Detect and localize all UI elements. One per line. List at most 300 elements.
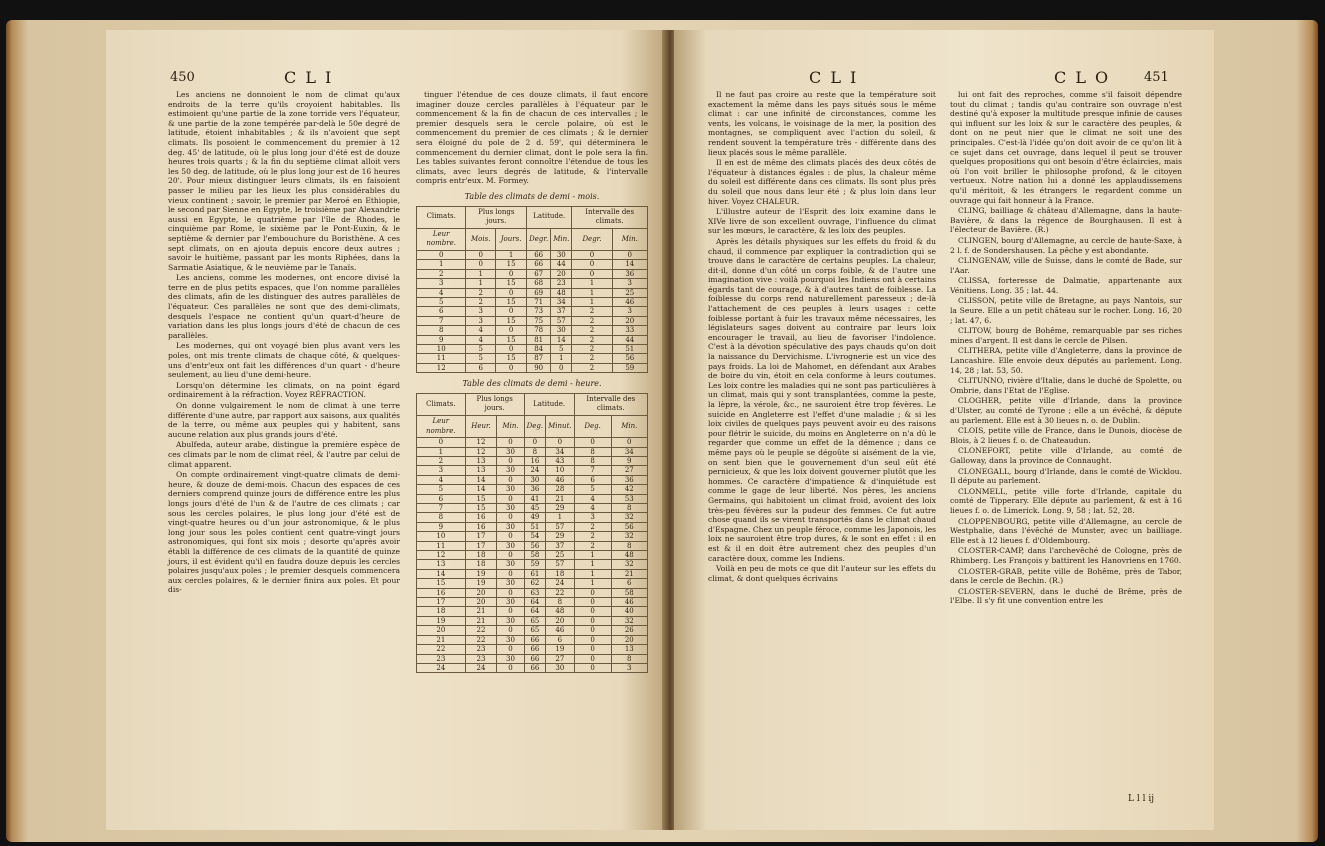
header-cell: Climats. <box>417 393 466 415</box>
table-cell: 24 <box>546 579 574 588</box>
table-cell: 0 <box>574 616 611 625</box>
table-cell: 21 <box>465 616 497 625</box>
table-cell: 40 <box>611 607 647 616</box>
table-row <box>417 485 648 494</box>
table-cell: 27 <box>546 654 574 663</box>
paragraph: CLOSTER-GRAB, petite ville de Bohême, près de Tabor, dans le cercle de Bechin. (R.) <box>950 566 1182 586</box>
table-cell: 30 <box>497 522 524 531</box>
table-row <box>417 663 648 672</box>
table-cell: 2 <box>572 344 612 353</box>
table-cell: 59 <box>524 560 545 569</box>
table-cell: 0 <box>497 663 524 672</box>
table-cell: 8 <box>524 447 545 456</box>
table-cell: 36 <box>524 485 545 494</box>
table-cell: 73 <box>527 307 551 316</box>
table-row <box>417 645 648 654</box>
table-cell: 58 <box>524 551 545 560</box>
table-cell: 8 <box>611 654 647 663</box>
table-cell: 59 <box>612 363 647 372</box>
table-row <box>417 588 648 597</box>
table-cell: 78 <box>527 326 551 335</box>
table-cell: 4 <box>417 475 466 484</box>
table-row <box>417 297 648 306</box>
left-column-2 <box>416 90 648 673</box>
table-cell: 16 <box>524 456 545 465</box>
table-cell: 1 <box>496 250 527 259</box>
table-cell: 22 <box>546 588 574 597</box>
subheader-cell: Degr. <box>527 228 551 250</box>
table-cell: 84 <box>527 344 551 353</box>
table-cell: 2 <box>574 541 611 550</box>
table-cell: 15 <box>496 335 527 344</box>
table-cell: 18 <box>465 560 497 569</box>
table-cell: 3 <box>612 307 647 316</box>
table-cell: 19 <box>465 579 497 588</box>
table-row <box>417 279 648 288</box>
table-cell: 45 <box>524 504 545 513</box>
header-cell: Plus longs jours. <box>466 206 527 228</box>
table-cell: 0 <box>572 260 612 269</box>
table-row <box>417 522 648 531</box>
table-cell: 57 <box>551 316 572 325</box>
table-cell: 7 <box>574 466 611 475</box>
table-cell: 0 <box>574 663 611 672</box>
table-cell: 25 <box>546 551 574 560</box>
table-cell: 20 <box>465 588 497 597</box>
header-cell: Intervalle des climats. <box>572 206 648 228</box>
table-cell: 12 <box>417 551 466 560</box>
table-row <box>417 335 648 344</box>
table-cell: 1 <box>417 447 466 456</box>
table-cell: 0 <box>574 654 611 663</box>
paragraph: L'illustre auteur de l'Esprit des loix examine dans le XIVe livre de son excellent ouvrage, l'influence du climat sur les mœurs, le caractère, & les loix des peuples. <box>708 207 936 236</box>
table-cell: 0 <box>496 269 527 278</box>
table-row <box>417 551 648 560</box>
paragraph: Abulfeda, auteur arabe, distingue la première espèce de ces climats par le nom de climat réel, & l'autre par celui de climat apparent. <box>168 440 400 469</box>
paragraph: CLITOW, bourg de Bohême, remarquable par ses riches mines d'argent. Il est dans le cercle de Pilsen. <box>950 326 1182 345</box>
subheader-cell: Jours. <box>496 228 527 250</box>
table-cell: 15 <box>496 316 527 325</box>
subheader-cell: Min. <box>551 228 572 250</box>
table-cell: 81 <box>527 335 551 344</box>
table-cell: 4 <box>574 494 611 503</box>
paragraph: Il en est de même des climats placés des deux côtés de l'équateur à distances égales : de plus, la chaleur même du soleil est différente dans ces climats. Ils sont plus près du soleil que nous dans leur été ; & plus loin dans leur hiver. Voyez CHALEUR. <box>708 158 936 206</box>
table-cell: 30 <box>497 560 524 569</box>
table-row <box>417 269 648 278</box>
table-cell: 75 <box>527 316 551 325</box>
table-cell: 87 <box>527 354 551 363</box>
table-cell: 15 <box>496 354 527 363</box>
table-cell: 23 <box>465 654 497 663</box>
table-cell: 1 <box>466 279 496 288</box>
table-row <box>417 607 648 616</box>
table-cell: 8 <box>417 513 466 522</box>
subheader-cell: Minut. <box>546 415 574 437</box>
table-cell: 26 <box>611 626 647 635</box>
table-title: Table des climats de demi - mois. <box>464 191 600 201</box>
table-cell: 1 <box>417 260 466 269</box>
table-cell: 34 <box>611 447 647 456</box>
running-head-right: C L O <box>1054 68 1111 87</box>
paragraph: Après les détails physiques sur les effets du froid & du chaud, il commence par expliquer la contradiction qui se trouve dans le caractère de certains peuples. La chaleur, dit-il, donne d'un côté un corps foible, & de l'autre une imagination vive : voilà pourquoi les Indiens ont à certains égards tant de courage, & à d'autres tant de foiblesse. La foiblesse du corps rend naturellement paresseux ; de-là l'attachement de ces peuples à leurs usages : cette foiblesse portant à fuir les travaux même nécessaires, les législateurs sages doivent au contraire par leurs loix encourager le travail, au lieu de favoriser l'indolence. C'est à la dévotion spéculative des pays chauds qu'on doit la naissance du Dervichisme. L'ivrognerie est un vice des pays froids. La loi de Mahomet, en défendant aux Arabes de boire du vin, étoit en cela conforme à leurs coutumes. Les loix contre les maladies qui ne sont pas particulières à un climat, mais qui y sont transplantées, comme la peste, la lèpre, la vérole, &c., ne sauroient être trop févères. Le suicide en Angleterre est l'effet d'une maladie ; & si les loix civiles de quelques pays peuvent avoir eu des raisons pour flétrir le suicide, du moins en Angleterre on n'a dû le regarder que comme un effet de la démence ; dans ce même pays où le peuple se dégoûte si aisément de la vie, on sent bien que le gouvernement d'un seul eût été pernicieux, & que les loix doivent gouverner plutôt que les hommes. Ce caractère d'impatience & d'inquiétude est comme le gage de leur liberté. Nos pères, les anciens Germains, qui habitoient un climat froid, avoient des loix très-peu févères sur la pudeur des femmes. Ce fut autre chose quand ils se virent transportés dans le climat chaud d'Espagne. Chez un peuple féroce, comme les Japonois, les loix ne sauroient être trop dures, & le sont en effet : il en est & il en doit être autrement chez des peuples d'un caractère doux, comme les Indiens. <box>708 236 936 563</box>
table-cell: 2 <box>572 326 612 335</box>
table-cell: 2 <box>466 288 496 297</box>
subheader-cell: Heur. <box>465 415 497 437</box>
table-cell: 0 <box>574 635 611 644</box>
table-cell: 19 <box>546 645 574 654</box>
table-cell: 54 <box>524 532 545 541</box>
table-cell: 0 <box>497 438 524 447</box>
table-cell: 2 <box>572 316 612 325</box>
table-cell: 6 <box>417 307 466 316</box>
table-cell: 6 <box>574 475 611 484</box>
table-cell: 0 <box>574 626 611 635</box>
paragraph: CLING, bailliage & château d'Allemagne, dans la haute-Bavière, & dans la régence de Bourghausen. Il est à l'électeur de Bavière. (R.) <box>950 206 1182 235</box>
table-cell: 3 <box>611 663 647 672</box>
paragraph: Les anciens ne donnoient le nom de climat qu'aux endroits de la terre qu'ils croyoient habitables. Ils estimoient qu'une partie de la zone torride vers l'équateur, & une partie de la zone tempérée par-delà le 50e degré de latitude, étoient inhabitables ; & ils n'avoient que sept climats. Ils posoient le commencement du premier à 12 deg. 45' de latitude, où le plus long jour d'été est de douze heures trois quarts ; & la fin du septième climat alloit vers les 50 deg. de latitude, où le plus long jour est de 16 heures 20'. Pour mieux distinguer leurs climats, ils en faisoient passer le milieu par les lieux les plus considérables du vieux continent ; savoir, le premier par Meroé en Ethiopie, le second par Sienne en Egypte, le troisième par Alexandrie aussi en Egypte, le quatrième par l'île de Rhodes, le cinquième par Rome, le sixième par le Pont-Euxin, & le septième & dernier par l'embouchure du Boristhène. A ces sept climats, on en ajouta depuis encore deux autres ; savoir le huitième, passant par les monts Riphées, dans la Sarmatie Asiatique, & le neuvième par le Tanaïs. <box>168 90 400 272</box>
paragraph: CLOIS, petite ville de France, dans le Dunois, diocèse de Blois, à 2 lieues f. o. de Chateaudun. <box>950 426 1182 445</box>
table-cell: 16 <box>465 513 497 522</box>
table-cell: 0 <box>497 456 524 465</box>
table-cell: 66 <box>524 663 545 672</box>
table-cell: 1 <box>572 288 612 297</box>
table-cell: 15 <box>465 494 497 503</box>
table-cell: 0 <box>497 645 524 654</box>
table-cell: 14 <box>551 335 572 344</box>
table-row <box>417 541 648 550</box>
table-cell: 8 <box>611 541 647 550</box>
table-cell: 23 <box>417 654 466 663</box>
table-cell: 66 <box>527 250 551 259</box>
paragraph: lui ont fait des reproches, comme s'il faisoit dépendre tout du climat ; tandis qu'au contraire son ouvrage n'est destiné qu'à exposer la multitude presque infinie de causes qui influent sur les loix & sur le caractère des peuples, & dont on ne peut nier que le climat ne soit une des principales. C'est-là l'idée qu'on doit avoir de ce qu'on lit à ce sujet dans cet ouvrage, dans lequel il peut se trouver quelques propositions qui ont besoin d'être éclaircies, mais où l'on voit briller le philosophe profond, & le citoyen vertueux. Notre nation lui a donné les applaudissemens qu'il méritoit, & les étrangers le regardent comme un ouvrage qui fait honneur à la France. <box>950 90 1182 205</box>
table-cell: 0 <box>574 438 611 447</box>
subheader-cell: Min. <box>612 228 647 250</box>
table-cell: 20 <box>546 616 574 625</box>
table-row <box>417 560 648 569</box>
header-cell: Climats. <box>417 206 466 228</box>
table-cell: 20 <box>611 635 647 644</box>
table-cell: 28 <box>546 485 574 494</box>
table-cell: 5 <box>417 297 466 306</box>
table-cell: 22 <box>465 635 497 644</box>
table-cell: 5 <box>466 354 496 363</box>
table-cell: 56 <box>611 522 647 531</box>
table-cell: 20 <box>551 269 572 278</box>
table-cell: 14 <box>417 569 466 578</box>
table-cell: 67 <box>527 269 551 278</box>
table-cell: 15 <box>496 279 527 288</box>
table-cell: 62 <box>524 579 545 588</box>
table-cell: 41 <box>524 494 545 503</box>
table-cell: 6 <box>466 363 496 372</box>
table-cell: 18 <box>465 551 497 560</box>
table-cell: 18 <box>546 569 574 578</box>
table-cell: 71 <box>527 297 551 306</box>
subheader-cell: Min. <box>611 415 647 437</box>
table-cell: 65 <box>524 616 545 625</box>
table-cell: 21 <box>546 494 574 503</box>
table-cell: 0 <box>496 307 527 316</box>
table-cell: 0 <box>497 588 524 597</box>
table-cell: 49 <box>524 513 545 522</box>
table-cell: 46 <box>611 598 647 607</box>
subheader-cell: Mois. <box>466 228 496 250</box>
table-cell: 4 <box>417 288 466 297</box>
table-cell: 57 <box>546 522 574 531</box>
paragraph: Il ne faut pas croire au reste que la température soit exactement la même dans les pays situés sous le même climat : car une infinité de circonstances, comme les vents, les volcans, le voisinage de la mer, la position des montagnes, se compliquent avec l'action du soleil, & rendent souvent la température très - différente dans des lieux placés sous le même parallèle. <box>708 90 936 157</box>
header-cell: Plus longs jours. <box>465 393 524 415</box>
page-number: 451 <box>1144 70 1169 85</box>
table-cell: 1 <box>572 297 612 306</box>
table-title: Table des climats de demi - heure. <box>462 379 602 389</box>
table-cell: 18 <box>417 607 466 616</box>
table-cell: 6 <box>611 579 647 588</box>
table-row <box>417 326 648 335</box>
table-cell: 16 <box>465 522 497 531</box>
subheader-cell: Degr. <box>572 228 612 250</box>
table-row <box>417 260 648 269</box>
table-cell: 46 <box>546 475 574 484</box>
table-cell: 0 <box>574 598 611 607</box>
table-cell: 30 <box>497 654 524 663</box>
table-cell: 15 <box>496 260 527 269</box>
table-cell: 7 <box>417 316 466 325</box>
table-cell: 66 <box>524 645 545 654</box>
table-cell: 9 <box>417 522 466 531</box>
table-cell: 13 <box>465 456 497 465</box>
table-cell: 65 <box>524 626 545 635</box>
table-row <box>417 532 648 541</box>
table-cell: 3 <box>466 316 496 325</box>
table-cell: 9 <box>417 335 466 344</box>
table-row <box>417 494 648 503</box>
table-row <box>417 504 648 513</box>
table-cell: 0 <box>497 607 524 616</box>
table-cell: 48 <box>611 551 647 560</box>
table-cell: 3 <box>612 279 647 288</box>
table-cell: 44 <box>612 335 647 344</box>
left-page <box>106 30 666 830</box>
table-cell: 13 <box>417 560 466 569</box>
table-cell: 11 <box>417 541 466 550</box>
table-cell: 30 <box>497 616 524 625</box>
table-cell: 20 <box>612 316 647 325</box>
table-cell: 33 <box>612 326 647 335</box>
table-row <box>417 654 648 663</box>
table-row <box>417 307 648 316</box>
table-cell: 2 <box>574 532 611 541</box>
table-cell: 14 <box>465 485 497 494</box>
table-cell: 4 <box>466 335 496 344</box>
table-row <box>417 363 648 372</box>
table-row <box>417 316 648 325</box>
table-cell: 43 <box>546 456 574 465</box>
table-cell: 27 <box>611 466 647 475</box>
table-cell: 34 <box>551 297 572 306</box>
paragraph: CLISSON, petite ville de Bretagne, au pays Nantois, sur la Seure. Elle a un petit château sur le rocher. Long. 16, 20 ; lat. 47, 6. <box>950 296 1182 325</box>
table-cell: 42 <box>611 485 647 494</box>
table-cell: 32 <box>611 532 647 541</box>
subheader-cell: Leur nombre. <box>417 228 466 250</box>
table-cell: 30 <box>497 466 524 475</box>
table-cell: 1 <box>574 569 611 578</box>
signature-mark: L l l ij <box>1128 794 1154 804</box>
table-cell: 69 <box>527 288 551 297</box>
paragraph: CLONEGALL, bourg d'Irlande, dans le comté de Wicklou. Il députe au parlement. <box>950 466 1182 486</box>
table-cell: 0 <box>497 475 524 484</box>
table-row <box>417 616 648 625</box>
table-cell: 0 <box>496 326 527 335</box>
table-cell: 0 <box>466 250 496 259</box>
header-cell: Latitude. <box>524 393 574 415</box>
table-cell: 32 <box>611 616 647 625</box>
table-cell: 1 <box>574 551 611 560</box>
paragraph: CLISSA, forteresse de Dalmatie, appartenante aux Vénitiens. Long. 35 ; lat. 44. <box>950 276 1182 295</box>
table-cell: 0 <box>496 288 527 297</box>
subheader-cell: Min. <box>497 415 524 437</box>
table-cell: 64 <box>524 607 545 616</box>
table-cell: 3 <box>466 307 496 316</box>
table-cell: 25 <box>612 288 647 297</box>
table-cell: 15 <box>496 297 527 306</box>
paragraph: CLONEFORT, petite ville d'Irlande, au comté de Galloway, dans la province de Connaught. <box>950 446 1182 465</box>
table-cell: 30 <box>497 598 524 607</box>
table-cell: 57 <box>546 560 574 569</box>
table-row <box>417 579 648 588</box>
table-cell: 3 <box>574 513 611 522</box>
table-cell: 37 <box>546 541 574 550</box>
table-cell: 37 <box>551 307 572 316</box>
table-cell: 5 <box>574 485 611 494</box>
table-cell: 30 <box>524 475 545 484</box>
table-cell: 1 <box>574 579 611 588</box>
table-cell: 12 <box>417 363 466 372</box>
table-row <box>417 344 648 353</box>
table-cell: 14 <box>612 260 647 269</box>
table-cell: 0 <box>466 260 496 269</box>
table-cell: 15 <box>465 504 497 513</box>
table-cell: 8 <box>611 504 647 513</box>
table-cell: 2 <box>574 522 611 531</box>
table-cell: 0 <box>572 250 612 259</box>
table-cell: 51 <box>612 344 647 353</box>
table-cell: 36 <box>612 269 647 278</box>
table-row <box>417 635 648 644</box>
table-cell: 0 <box>574 645 611 654</box>
table-cell: 2 <box>572 335 612 344</box>
right-column-2 <box>950 90 1182 607</box>
table-cell: 32 <box>611 560 647 569</box>
table-cell: 2 <box>572 363 612 372</box>
table-cell: 22 <box>465 626 497 635</box>
table-cell: 5 <box>417 485 466 494</box>
table-cell: 21 <box>417 635 466 644</box>
table-cell: 12 <box>465 438 497 447</box>
table-cell: 1 <box>574 560 611 569</box>
paragraph: CLINGEN, bourg d'Allemagne, au cercle de haute-Saxe, à 2 l. f. de Sondershausen. La pêche y est abondante. <box>950 235 1182 255</box>
table-cell: 3 <box>417 279 466 288</box>
paragraph: CLOSTER-SEVERN, dans le duché de Brême, près de l'Elbe. Il s'y fit une convention entre les <box>950 586 1182 606</box>
subheader-cell: Deg. <box>524 415 545 437</box>
table-cell: 51 <box>524 522 545 531</box>
table-row <box>417 626 648 635</box>
table-cell: 0 <box>574 607 611 616</box>
table-cell: 0 <box>497 532 524 541</box>
table-cell: 64 <box>524 598 545 607</box>
table-cell: 36 <box>611 475 647 484</box>
table-cell: 34 <box>546 447 574 456</box>
table-row <box>417 513 648 522</box>
open-book <box>6 20 1318 842</box>
table-cell: 56 <box>524 541 545 550</box>
table-cell: 16 <box>417 588 466 597</box>
table-cell: 2 <box>417 269 466 278</box>
table-cell: 30 <box>546 663 574 672</box>
table-cell: 29 <box>546 532 574 541</box>
paragraph: CLOGHER, petite ville d'Irlande, dans la province d'Ulster, au comté de Tyrone ; elle a un évêché, & députe au parlement. Elle est à 30 lieues n. o. de Dublin. <box>950 396 1182 425</box>
table-cell: 30 <box>497 504 524 513</box>
table-cell: 5 <box>466 344 496 353</box>
table-cell: 0 <box>572 269 612 278</box>
table-cell: 2 <box>572 307 612 316</box>
paragraph: Les modernes, qui ont voyagé bien plus avant vers les poles, ont mis trente climats de chaque côté, & quelques-uns d'entr'eux ont fait les différences d'un quart - d'heure seulement, au lieu d'une demi-heure. <box>168 341 400 380</box>
table-cell: 10 <box>417 532 466 541</box>
table-cell: 0 <box>497 626 524 635</box>
table-cell: 0 <box>497 551 524 560</box>
table-row <box>417 475 648 484</box>
table-cell: 0 <box>574 588 611 597</box>
table-cell: 30 <box>497 447 524 456</box>
table-cell: 4 <box>574 504 611 513</box>
paragraph: On donne vulgairement le nom de climat à une terre différente d'une autre, par rapport aux saisons, aux qualités de la terre, ou même aux peuples qui y habitent, sans aucune relation aux plus grands jours d'été. <box>168 401 400 439</box>
paragraph: Voilà en peu de mots ce que dit l'auteur sur les effets du climat, & dont quelques écrivains <box>708 564 936 583</box>
table-cell: 6 <box>546 635 574 644</box>
table-cell: 61 <box>524 569 545 578</box>
table-cell: 1 <box>466 269 496 278</box>
table-cell: 12 <box>465 447 497 456</box>
table-cell: 21 <box>611 569 647 578</box>
running-head-left: C L I <box>809 68 859 87</box>
table-cell: 56 <box>612 354 647 363</box>
table-cell: 0 <box>611 438 647 447</box>
table-cell: 0 <box>497 513 524 522</box>
table-row <box>417 354 648 363</box>
paragraph: CLINGENAW, ville de Suisse, dans le comté de Bade, sur l'Aar. <box>950 256 1182 275</box>
table-cell: 19 <box>465 569 497 578</box>
table-cell: 8 <box>574 456 611 465</box>
table-cell: 11 <box>417 354 466 363</box>
table-cell: 23 <box>551 279 572 288</box>
table-cell: 0 <box>497 569 524 578</box>
header-cell: Intervalle des climats. <box>574 393 647 415</box>
table-cell: 66 <box>524 654 545 663</box>
table-cell: 4 <box>466 326 496 335</box>
paragraph: CLOPPENBOURG, petite ville d'Allemagne, au cercle de Westphalie, dans l'évêché de Munster, avec un bailliage. Elle est à 12 lieues f. d'Oldembourg. <box>950 516 1182 545</box>
table-cell: 8 <box>546 598 574 607</box>
table-cell: 0 <box>496 344 527 353</box>
table-cell: 22 <box>417 645 466 654</box>
table-demi-heure <box>416 393 648 674</box>
table-cell: 5 <box>551 344 572 353</box>
table-cell: 20 <box>417 626 466 635</box>
table-row <box>417 288 648 297</box>
table-row <box>417 466 648 475</box>
table-cell: 0 <box>546 438 574 447</box>
paragraph: Les anciens, comme les modernes, ont encore divisé la terre en de plus petits espaces, que l'on nomme parallèles des climats, afin de les distinguer des autres parallèles de l'équateur. Ces parallèles ne sont que des demi-climats, desquels l'espace ne contient qu'un quart-d'heure de variation dans les plus longs jours d'été de chacun de ces parallèles. <box>168 273 400 340</box>
table-cell: 48 <box>551 288 572 297</box>
table-cell: 44 <box>551 260 572 269</box>
table-cell: 23 <box>465 645 497 654</box>
